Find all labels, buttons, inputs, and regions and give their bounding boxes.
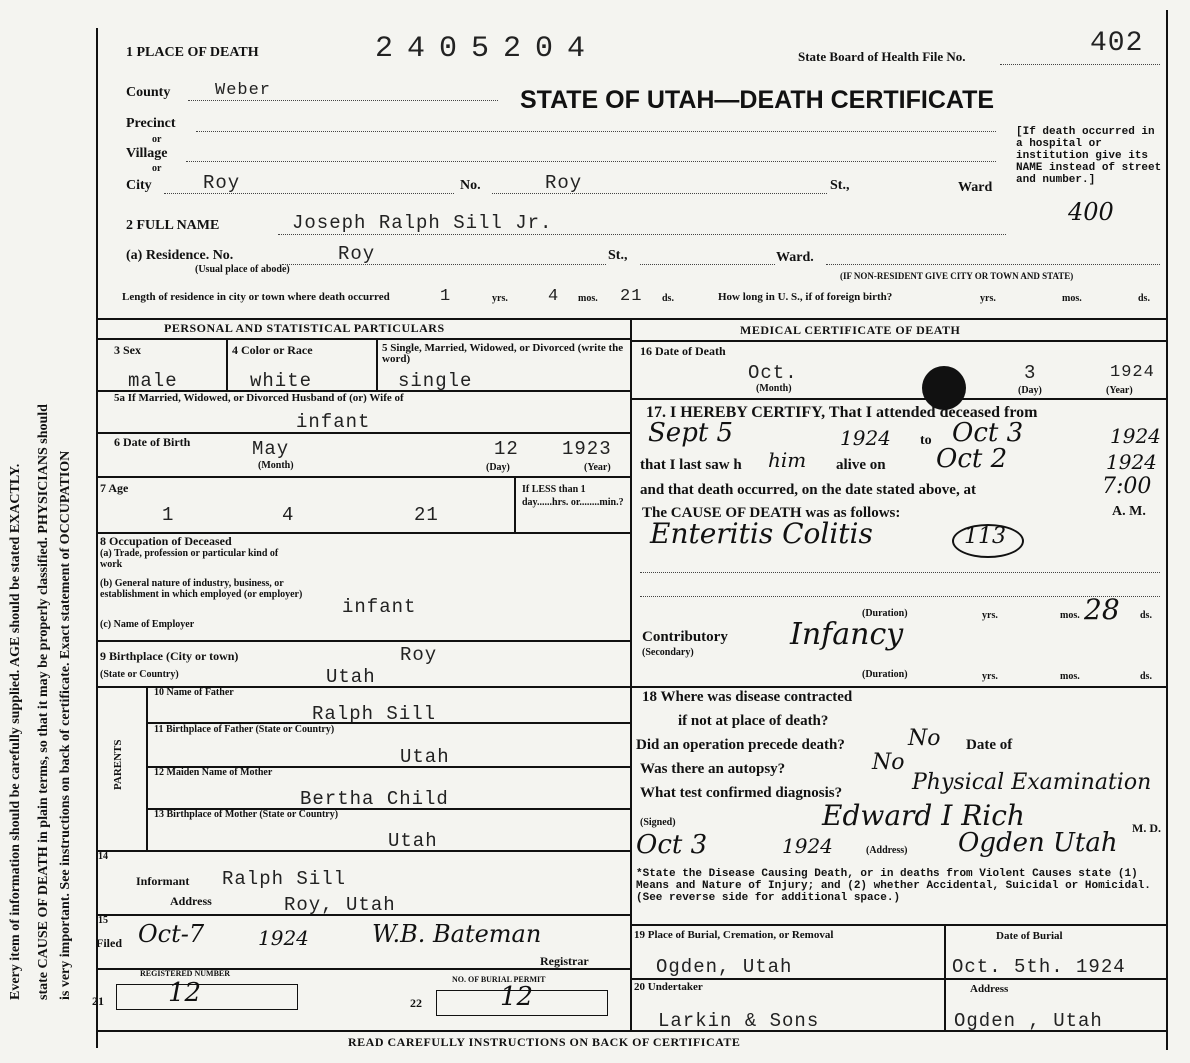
marital-value: single (398, 370, 473, 392)
certificate-number: 2405204 (375, 32, 600, 66)
informant-address: Roy, Utah (284, 894, 396, 916)
death-certificate: Every item of information should be carefully supplied. AGE should be stated EXACTLY. state CAUSE OF DEATH in plain terms, so that it may be properly classified. PHYSICIANS should is very important. See instructions on back of certificate. Exact statement of OCCUPATION 1 PLACE OF DEATH 2405204 State Board of Health File No. 402 STATE OF UTAH—DEATH CERTIFICATE [If death occurred in a hospital or institution give its NAME instead of street and number.] 400 County Weber Precinct or Village or City Roy No. Roy St., Ward 2 FULL NAME Joseph Ralph Sill Jr. (a) Residence. No. Roy St., Ward. (Usual place of abode) (IF NON-RESIDENT GIVE CITY OR TOWN AND STATE) Length of residence in city or town where death occurred 1 yrs. 4 mos. 21 ds. How long in U. S., if of foreign birth? yrs. mos. ds. PERSONAL AND STATISTICAL PARTICULARS 3 Sex 4 Color or Race 5 Single, Married, Widowed, or Divorced (write the word) male white single 5a If Married, Widowed, or Divorced Husband of (or) Wife of infant 6 Date of Birth May 12 1923 (Month) (Day) (Year) 7 Age 1 4 21 If LESS than 1 day......hrs. or........min.? 8 Occupation of Deceased (a) Trade, profession or particular kind of work (b) General nature of industry, business, or establishment in which employed (or employer) infant (c) Name of Employer 9 Birthplace (City or town) Roy (State or Country) Utah PARENTS 10 Name of Father Ralph Sill 11 Birthplace of Father (State or Country) Utah 12 Maiden Name of Mother Bertha Child 13 Birthplace of Mother (State or Country) Utah 14 Informant Ralph Sill Address Roy, Utah 15 Filed Oct-7 1924 W.B. Bateman Registrar REGISTERED NUMBER NO. OF BURIAL PERMIT 21 12 22 12 MEDICAL CERTIFICATE OF DEATH 16 Date of Death Oct. 3 1924 (Month) (Day) (Year) 17. I HEREBY CERTIFY, That I attended deceased from Sept 5 1924 to Oct 3 1924 that I last saw h him alive on Oct 2 1924 and that death occurred, on the date stated above, at 7:00 A. M. The CAUSE OF DEATH was as follows: Enteritis Colitis 113 (Duration) yrs. mos. 28 ds. Contributory (Secondary) Infancy (Duration) yrs. mos. ds. 18 Where was disease contracted if not at place of death? Did an operation precede death? No Date of Was there an autopsy? No What test confirmed diagnosis? Physical Examination (Signed) Edward I Rich M. D. Oct 3 1924 (Address) Ogden Utah *State the Disease Causing Death, or in deaths from Violent Causes state (1) Means and Nature of Injury; and (2) whether Accidental, Suicidal or Homicidal. (See reverse side for additional space.) 19 Place of Burial, Cremation, or Removal Date of Burial Ogden, Utah Oct. 5th. 1924 20 Undertaker Address Larkin & Sons Ogden , Utah READ CAREFULLY INSTRUCTIONS ON BACK OF CERTIFICATE (0, 0, 1190, 1063)
undertaker-address: Ogden , Utah (954, 1010, 1103, 1032)
outer-right-border (1166, 10, 1168, 1050)
full-name-label: 2 FULL NAME (126, 218, 220, 233)
father-name: Ralph Sill (312, 703, 437, 725)
side-instruction-line2: state CAUSE OF DEATH in plain terms, so that it may be properly classified. PHYSICIANS should (36, 404, 51, 1000)
city-label: City (126, 178, 152, 193)
full-name-value: Joseph Ralph Sill Jr. (292, 212, 553, 234)
operation-answer: No (908, 726, 941, 751)
village-label: Village (126, 146, 168, 161)
color-value: white (250, 370, 313, 392)
informant-name: Ralph Sill (222, 868, 347, 890)
signed-date: Oct 3 (636, 830, 708, 860)
residence-value: Roy (338, 243, 376, 265)
age-years: 1 (162, 504, 175, 526)
certificate-title: STATE OF UTAH—DEATH CERTIFICATE (520, 86, 995, 114)
burial-place: Ogden, Utah (656, 956, 793, 978)
residence-label: (a) Residence. No. (126, 248, 234, 263)
filed-year: 1924 (258, 926, 309, 950)
place-of-death-label: 1 PLACE OF DEATH (126, 45, 259, 60)
registered-number: 12 (168, 978, 202, 1008)
sex-value: male (128, 370, 178, 392)
registered-number-box (116, 984, 298, 1010)
dob-month: May (252, 438, 290, 460)
mother-birthplace: Utah (388, 830, 438, 852)
city-value: Roy (203, 172, 241, 194)
county-value: Weber (215, 81, 272, 100)
side-instruction-line3: is very important. See instructions on back of certificate. Exact statement of OCCUPATION (58, 450, 73, 1000)
death-year: 1924 (1110, 363, 1155, 382)
test-answer: Physical Examination (912, 770, 1152, 795)
medical-heading: MEDICAL CERTIFICATE OF DEATH (740, 323, 961, 337)
age-months: 4 (282, 504, 295, 526)
extra-number: 400 (1068, 198, 1114, 226)
contributory-cause: Infancy (790, 617, 904, 652)
death-month: Oct. (748, 362, 798, 384)
file-number: 402 (1090, 28, 1144, 59)
no-value: Roy (545, 172, 583, 194)
cause-code: 113 (964, 524, 1006, 549)
physician-signature: Edward I Rich (822, 799, 1025, 832)
hospital-note: [If death occurred in a hospital or institution give its NAME instead of street and number.] (1016, 126, 1162, 186)
state-note: *State the Disease Causing Death, or in deaths from Violent Causes state (1) Means and Nature of Injury; and (2) whether Accidental, Suicidal or Homicidal. (See reverse side for additional space.) (636, 868, 1151, 904)
side-instruction-line1: Every item of information should be carefully supplied. AGE should be stated EXACTLY. (8, 463, 23, 1000)
certify-statement: 17. I HEREBY CERTIFY, That I attended deceased from (646, 404, 1038, 421)
duration-days: 28 (1084, 593, 1120, 626)
file-no-label: State Board of Health File No. (798, 49, 966, 64)
death-time: 7:00 (1102, 474, 1152, 499)
father-birthplace: Utah (400, 746, 450, 768)
death-day: 3 (1024, 362, 1037, 384)
outer-left-border (96, 28, 98, 1048)
burial-date: Oct. 5th. 1924 (952, 956, 1126, 978)
cause-of-death: Enteritis Colitis (650, 517, 873, 550)
age-days: 21 (414, 504, 439, 526)
filed-date: Oct-7 (138, 920, 205, 948)
attended-from: Sept 5 (648, 418, 734, 448)
dob-year: 1923 (562, 438, 612, 460)
undertaker: Larkin & Sons (658, 1010, 820, 1032)
section-divider (96, 318, 1168, 320)
last-seen-date: Oct 2 (936, 444, 1008, 474)
dob-day: 12 (494, 438, 519, 460)
birthplace-state: Utah (326, 666, 376, 688)
burial-permit-number: 12 (500, 982, 534, 1012)
physician-address: Ogden Utah (958, 828, 1118, 858)
length-residence-label: Length of residence in city or town where death occurred (122, 291, 390, 303)
footer-instructions: READ CAREFULLY INSTRUCTIONS ON BACK OF CERTIFICATE (348, 1035, 741, 1049)
personal-heading: PERSONAL AND STATISTICAL PARTICULARS (164, 321, 445, 335)
autopsy-answer: No (872, 750, 905, 775)
registrar-signature: W.B. Bateman (372, 920, 542, 948)
spouse-value: infant (296, 411, 371, 433)
birthplace-city: Roy (400, 644, 438, 666)
mother-name: Bertha Child (300, 788, 449, 810)
occupation-value: infant (342, 596, 417, 618)
attended-to: Oct 3 (952, 418, 1024, 448)
precinct-label: Precinct (126, 116, 176, 131)
county-label: County (126, 85, 171, 100)
